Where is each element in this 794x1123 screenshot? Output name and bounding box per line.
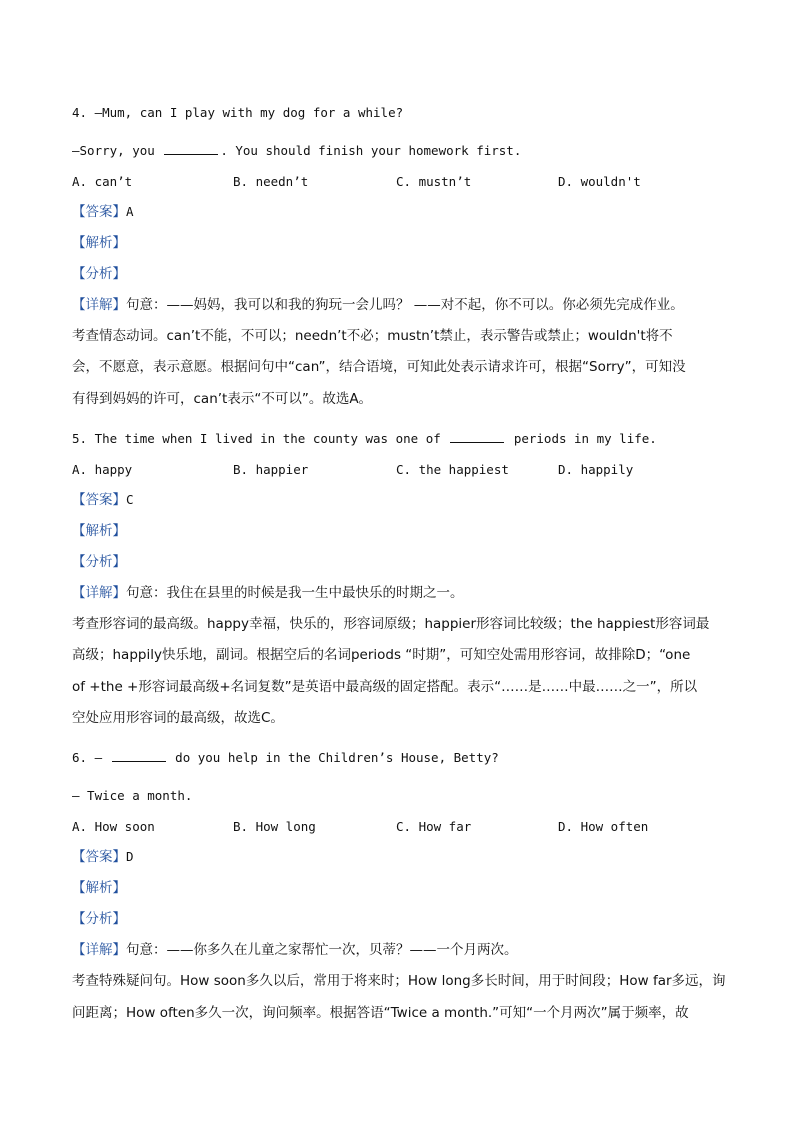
- q6-stem-post: do you help in the Children’s House, Betty?: [175, 750, 499, 765]
- q4-answer: [72, 203, 134, 221]
- q6-fenxi-tag: 【分析】: [72, 911, 126, 927]
- q4-option-d: D. wouldn't: [558, 174, 641, 189]
- q4-detail-tag: 【详解】: [72, 297, 126, 313]
- q5-detail-1-text: 句意：我住在县里的时候是我一生中最快乐的时期之一。: [126, 585, 464, 601]
- q4-analysis-tag: 【解析】: [72, 235, 126, 251]
- q5-answer: [72, 491, 134, 509]
- q5-option-b: B. happier: [233, 462, 309, 477]
- q5-fenxi-tag: 【分析】: [72, 554, 126, 570]
- q4-reply-post: . You should finish your homework first.: [220, 143, 522, 158]
- q5-stem: [72, 430, 657, 448]
- q5-detail-1: [72, 584, 464, 602]
- q6-reply: — Twice a month.: [72, 788, 193, 803]
- q4-option-b: B. needn’t: [233, 174, 309, 189]
- q6-stem-pre: 6. —: [72, 750, 103, 765]
- q6-detail-3: 问距离；How often多久一次，询问频率。根据答语“Twice a month.”可知“一个月两次”属于频率，故: [72, 1005, 689, 1021]
- q6-detail-2: 考查特殊疑问句。How soon多久以后，常用于将来时；How long多长时间，用于时间段；How far多远，询: [72, 973, 726, 989]
- q6-detail-tag: 【详解】: [72, 942, 126, 958]
- q6-option-b: B. How long: [233, 819, 316, 834]
- q6-analysis-tag: 【解析】: [72, 880, 126, 896]
- q5-detail-3: 高级；happily快乐地，副词。根据空后的名词periods “时期”，可知空处需用形容词，故排除D；“one: [72, 647, 691, 663]
- q5-detail-2: 考查形容词的最高级。happy幸福，快乐的，形容词原级；happier形容词比较级；the happiest形容词最: [72, 616, 710, 632]
- q4-detail-1: [72, 296, 684, 314]
- q6-detail-1-text: 句意：——你多久在儿童之家帮忙一次，贝蒂？——一个月两次。: [126, 942, 518, 958]
- q5-blank: [450, 430, 504, 443]
- q5-answer-tag: 【答案】: [72, 492, 126, 508]
- q6-answer-value: D: [126, 849, 134, 864]
- q6-answer-tag: 【答案】: [72, 849, 126, 865]
- q4-reply-pre: —Sorry, you: [72, 143, 155, 158]
- q4-blank: [164, 142, 218, 155]
- q4-reply: [72, 142, 521, 160]
- q4-detail-1-text: 句意：——妈妈，我可以和我的狗玩一会儿吗？ ——对不起，你不可以。你必须先完成作业。: [126, 297, 684, 313]
- q5-answer-value: C: [126, 492, 134, 507]
- q6-option-c: C. How far: [396, 819, 472, 834]
- q6-answer: [72, 848, 134, 866]
- q5-detail-tag: 【详解】: [72, 585, 126, 601]
- q6-detail-1: [72, 941, 518, 959]
- q5-option-a: A. happy: [72, 462, 133, 477]
- q5-detail-5: 空处应用形容词的最高级，故选C。: [72, 710, 284, 726]
- q5-option-c: C. the happiest: [396, 462, 509, 477]
- q4-detail-2: 考查情态动词。can’t不能，不可以；needn’t不必；mustn’t禁止，表示警告或禁止；wouldn't将不: [72, 328, 673, 344]
- q5-detail-4: of +the +形容词最高级+名词复数”是英语中最高级的固定搭配。表示“……是……中最……之一”，所以: [72, 679, 698, 695]
- q4-answer-tag: 【答案】: [72, 204, 126, 220]
- q6-option-a: A. How soon: [72, 819, 155, 834]
- q4-option-a: A. can’t: [72, 174, 133, 189]
- q4-detail-4: 有得到妈妈的许可，can’t表示“不可以”。故选A。: [72, 391, 373, 407]
- q4-detail-3: 会，不愿意，表示意愿。根据问句中“can”，结合语境，可知此处表示请求许可，根据“Sorry”，可知没: [72, 359, 686, 375]
- q6-option-d: D. How often: [558, 819, 649, 834]
- q5-stem-post: periods in my life.: [513, 431, 657, 446]
- q6-blank: [112, 749, 166, 762]
- q4-stem: 4. —Mum, can I play with my dog for a while?: [72, 105, 404, 120]
- q4-answer-value: A: [126, 204, 134, 219]
- q6-stem: [72, 749, 499, 767]
- q4-option-c: C. mustn’t: [396, 174, 472, 189]
- q5-option-d: D. happily: [558, 462, 634, 477]
- q5-stem-pre: 5. The time when I lived in the county was one of: [72, 431, 441, 446]
- q4-fenxi-tag: 【分析】: [72, 266, 126, 282]
- q5-analysis-tag: 【解析】: [72, 523, 126, 539]
